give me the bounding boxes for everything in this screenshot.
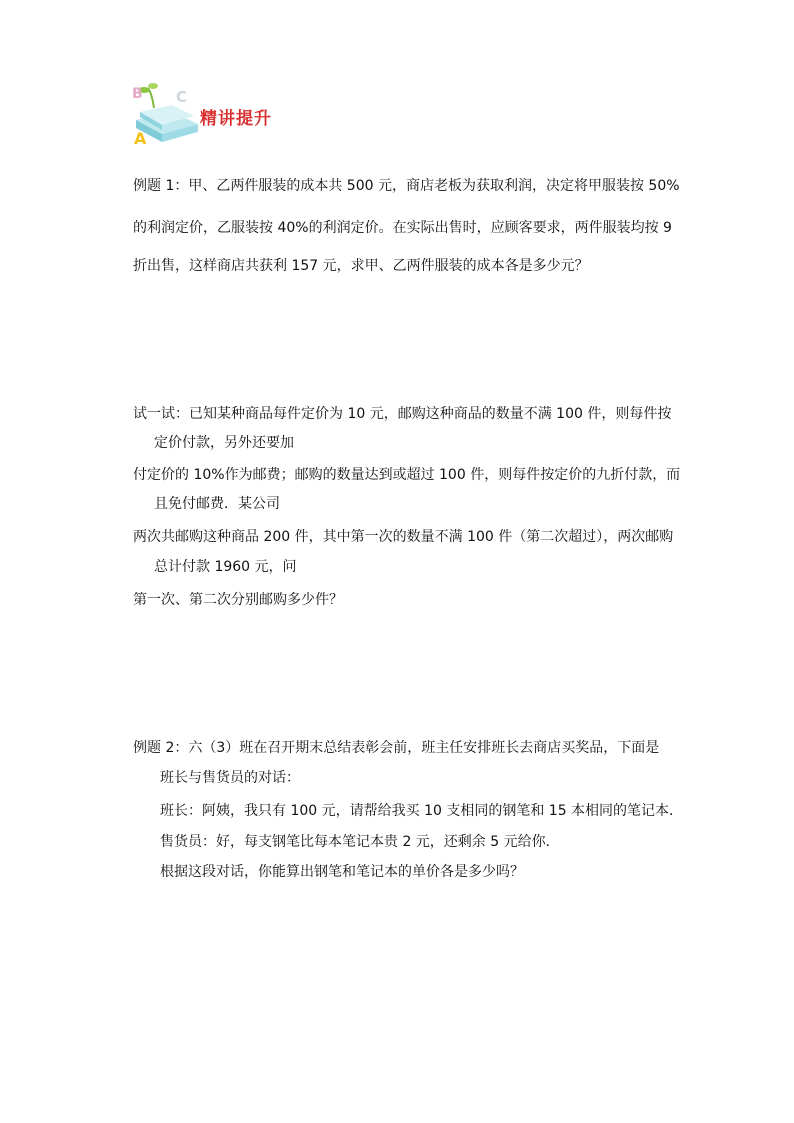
try-line-4: 且免付邮费．某公司 <box>154 496 280 512</box>
svg-text:C: C <box>176 88 188 106</box>
example2-line-3: 班长：阿姨，我只有 100 元，请帮给我买 10 支相同的钢笔和 15 本相同的笔记本． <box>160 803 684 819</box>
example2-line-5: 根据这段对话，你能算出钢笔和笔记本的单价各是多少吗？ <box>160 864 524 880</box>
example1-line-1: 例题 1：甲、乙两件服装的成本共 500 元，商店老板为获取利润，决定将甲服装按 50% <box>133 178 680 194</box>
try-line-5: 两次共邮购这种商品 200 件，其中第一次的数量不满 100 件（第二次超过），两次邮购 <box>133 529 674 545</box>
example1-line-2: 的利润定价，乙服装按 40%的利润定价。在实际出售时，应顾客要求，两件服装均按 9 <box>133 220 672 236</box>
try-line-1: 试一试：已知某种商品每件定价为 10 元，邮购这种商品的数量不满 100 件，则每件按 <box>133 406 672 422</box>
example1-line-3: 折出售，这样商店共获利 157 元，求甲、乙两件服装的成本各是多少元？ <box>133 258 589 274</box>
section-title: 精讲提升 <box>200 109 272 129</box>
section-header <box>132 74 302 149</box>
example2-line-4: 售货员：好，每支钢笔比每本笔记本贵 2 元，还剩余 5 元给你． <box>160 834 560 850</box>
try-line-3: 付定价的 10%作为邮费；邮购的数量达到或超过 100 件，则每件按定价的九折付款，而 <box>133 467 681 483</box>
try-line-6: 总计付款 1960 元，问 <box>154 559 297 575</box>
svg-text:A: A <box>134 129 147 148</box>
books-abc-icon <box>132 74 202 149</box>
try-line-2: 定价付款，另外还要加 <box>154 435 294 451</box>
example2-line-1: 例题 2：六（3）班在召开期末总结表彰会前，班主任安排班长去商店买奖品，下面是 <box>133 740 660 756</box>
svg-text:B: B <box>132 86 143 102</box>
try-line-7: 第一次、第二次分别邮购多少件？ <box>133 592 343 608</box>
example2-line-2: 班长与售货员的对话： <box>160 770 300 786</box>
